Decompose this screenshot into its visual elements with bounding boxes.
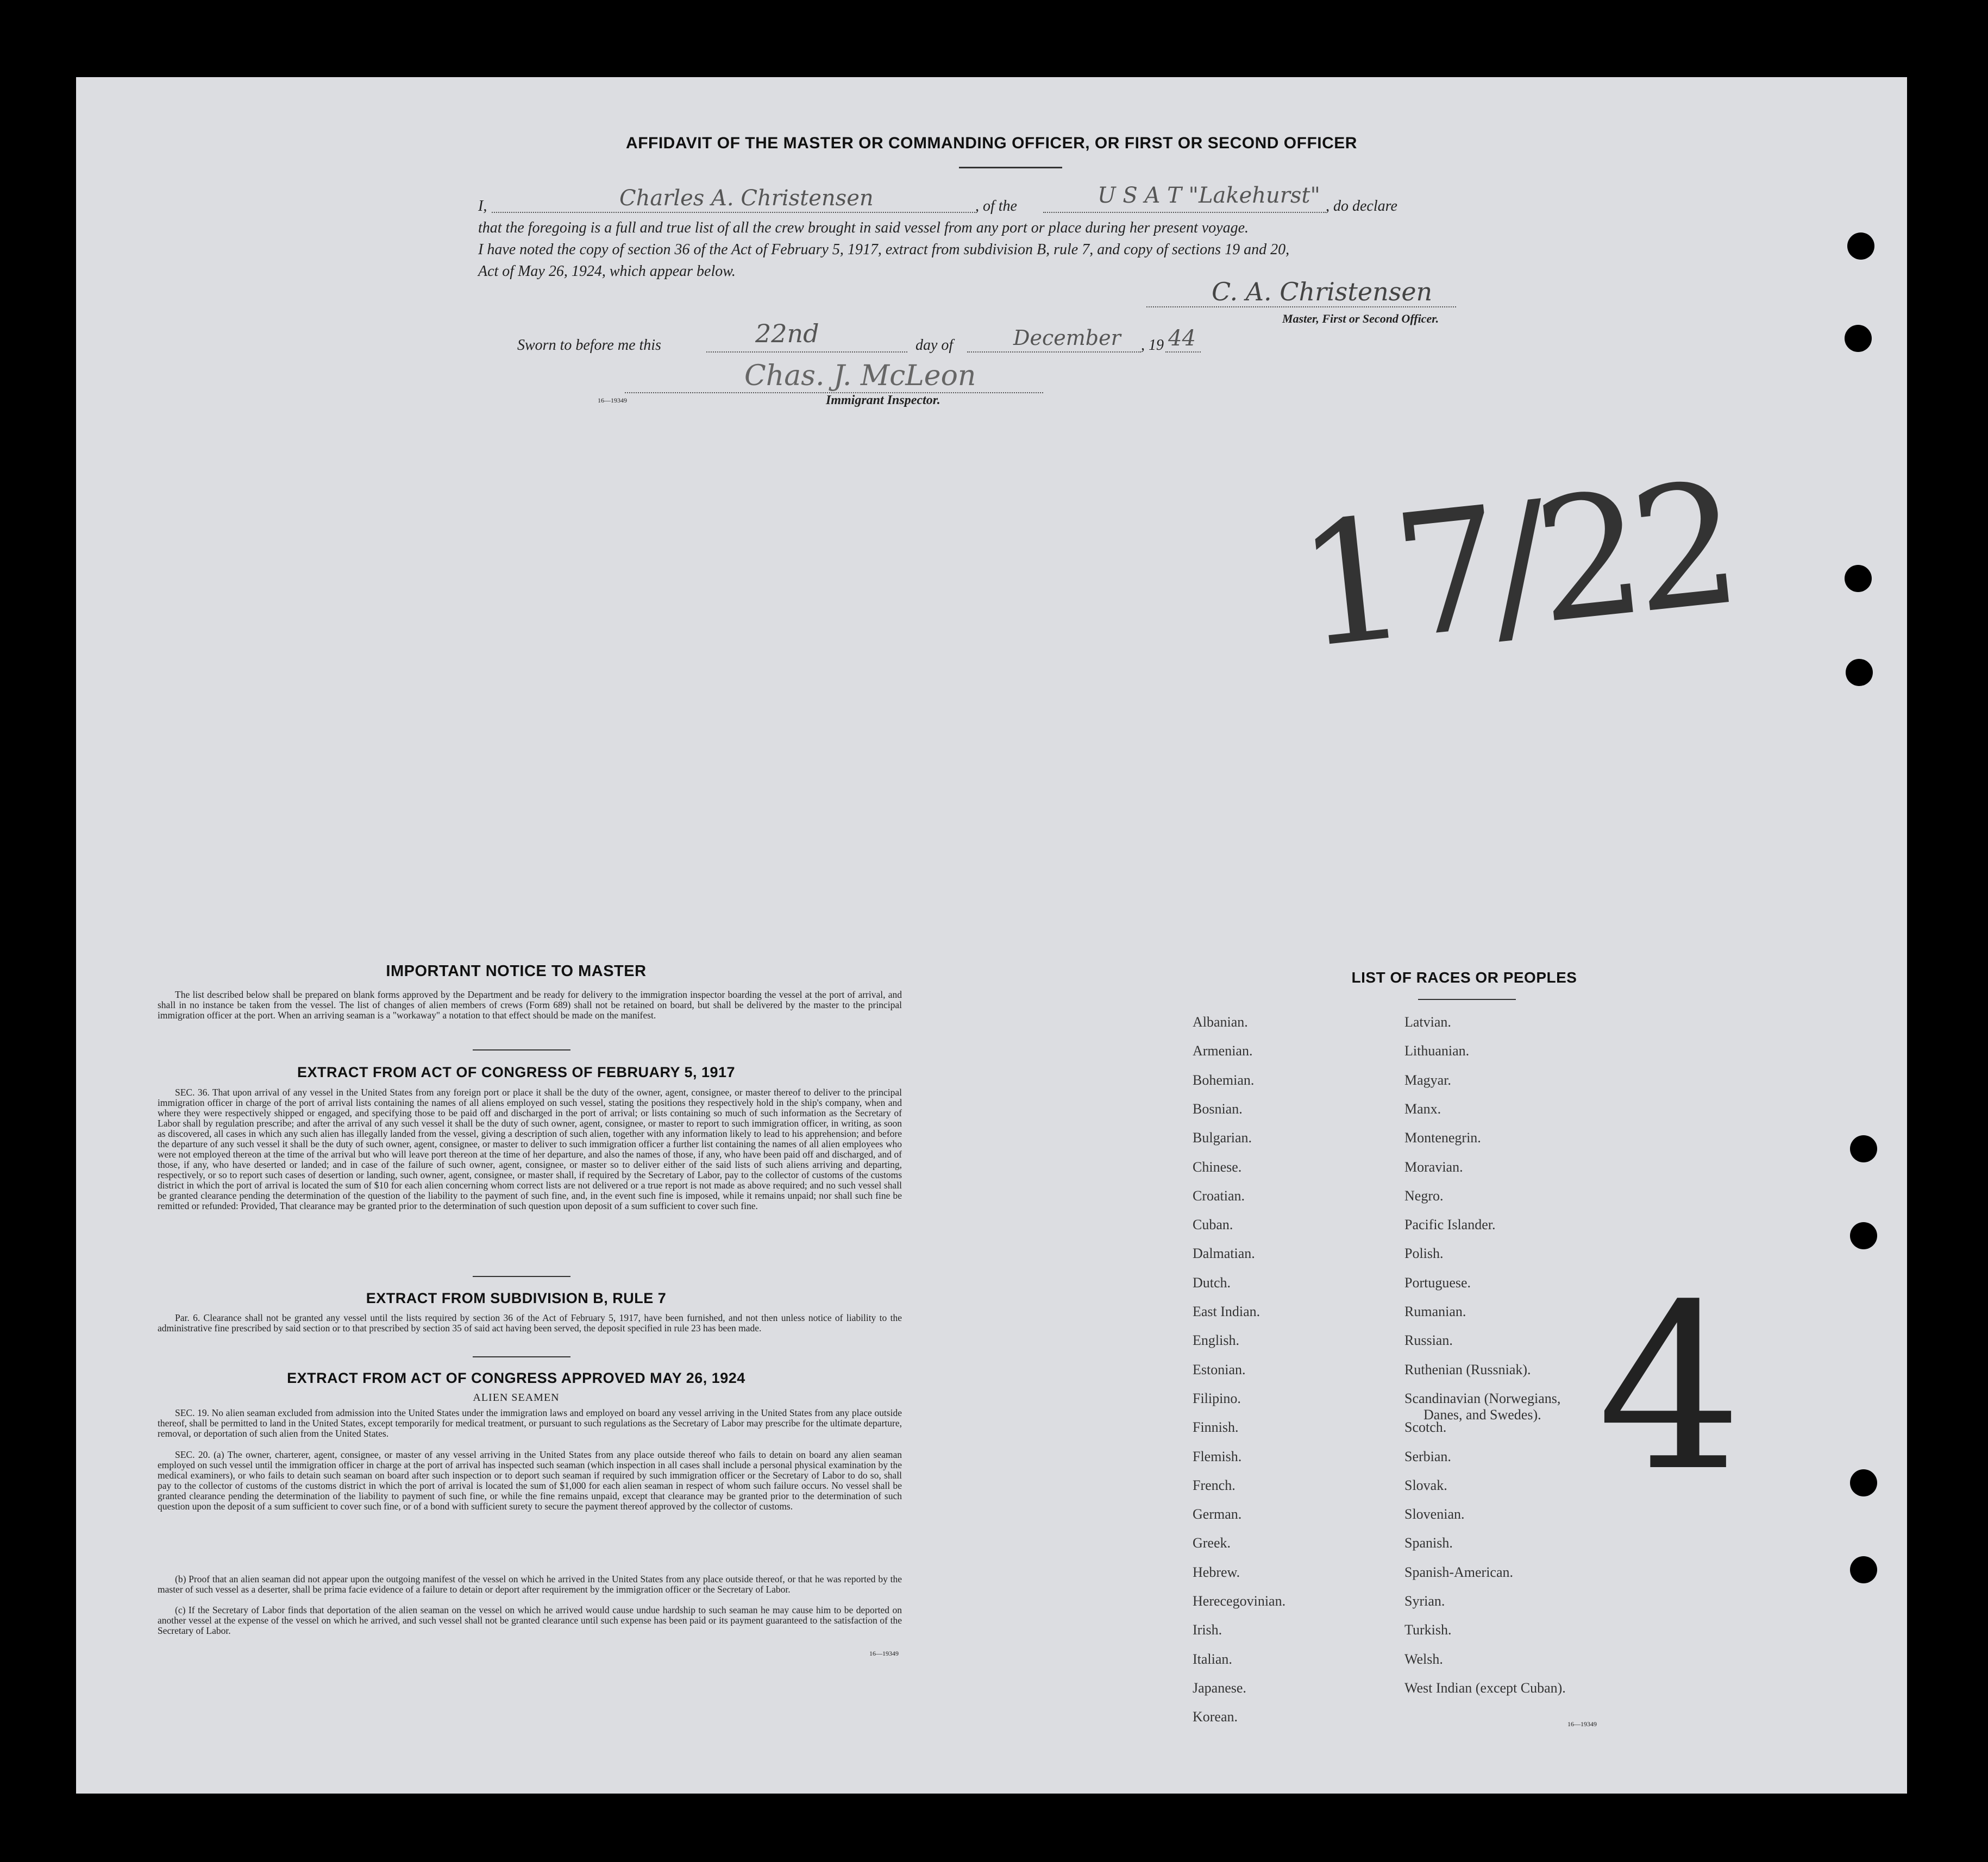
- race-item: Greek.: [1193, 1535, 1231, 1551]
- race-item: West Indian (except Cuban).: [1404, 1679, 1566, 1696]
- name-handwritten: Charles A. Christensen: [619, 186, 874, 211]
- affidavit-line-3: I have noted the copy of section 36 of the Act of February 5, 1917, extract from subdivision B, rule 7, and copy of sections 19 and 20,: [478, 241, 1290, 258]
- day-blank: [706, 351, 907, 353]
- do-declare-label: , do declare: [1326, 198, 1397, 215]
- i-label: I,: [478, 198, 487, 215]
- binder-hole: [1845, 325, 1872, 352]
- master-caption: Master, First or Second Officer.: [1282, 312, 1439, 325]
- race-item: Finnish.: [1193, 1419, 1239, 1436]
- binder-hole: [1850, 1222, 1877, 1249]
- race-item: Japanese.: [1193, 1679, 1246, 1696]
- race-item: Flemish.: [1193, 1448, 1242, 1464]
- extract-1924-sec19: SEC. 19. No alien seaman excluded from admission into the United States under the immigration laws and employed on board any vessel arriving in the United States from any place outside thereof, shall be permitted to land in the United States, except temporarily for medical treatment, or pursuant to such regulations as the Secretary of Labor may prescribe for the ultimate departure, removal, or deportation of such alien from the United States.: [158, 1407, 902, 1439]
- race-item: Magyar.: [1404, 1072, 1451, 1088]
- extract-1924-sec20b: (b) Proof that an alien seaman did not appear upon the outgoing manifest of the vessel on which he arrived in the United States from any place outside thereof, or that he was reported by the master of such vessel as a deserter, shall be prima facie evidence of a failure to detain or deport after requirement by the immigration officer or the Secretary of Labor.: [158, 1574, 902, 1595]
- race-item: Cuban.: [1193, 1217, 1233, 1233]
- extract-1924-subtitle: ALIEN SEAMEN: [473, 1392, 560, 1404]
- races-form-no: 16—19349: [1567, 1720, 1597, 1728]
- vessel-handwritten: U S A T "Lakehurst": [1098, 183, 1320, 208]
- race-item: Spanish.: [1404, 1535, 1453, 1551]
- race-item: Serbian.: [1404, 1448, 1451, 1464]
- extract-1924-sec20c: (c) If the Secretary of Labor finds that deportation of the alien seaman on the vessel on which he arrived would cause undue hardship to such seaman he may cause him to be deported on another vessel at the expense of the vessel on which he arrived, and such vessel shall not be granted clearance until such expense has been paid or its payment guaranteed to the satisfaction of the Secretary of Labor.: [158, 1605, 902, 1636]
- race-item: Bulgarian.: [1193, 1130, 1252, 1146]
- race-item: Bohemian.: [1193, 1072, 1255, 1088]
- extract-1917-title: EXTRACT FROM ACT OF CONGRESS OF FEBRUARY 5, 1917: [297, 1064, 736, 1080]
- affidavit-line-4: Act of May 26, 1924, which appear below.: [478, 263, 736, 280]
- race-item: French.: [1193, 1477, 1236, 1493]
- race-item: Portuguese.: [1404, 1274, 1471, 1291]
- race-item: East Indian.: [1193, 1304, 1260, 1319]
- year-blank: [1165, 351, 1201, 353]
- subdivision-b-text: Par. 6. Clearance shall not be granted any vessel until the lists required by section 36 of the Act of February 5, 1917, have been furnished, and not then unless notice of liability to the administrative fine prescribed by said section or to that prescribed by section 35 of said act having been served, the deposit specified in rule 23 has been made.: [158, 1312, 902, 1333]
- races-title: LIST OF RACES OR PEOPLES: [1351, 969, 1577, 986]
- vessel-blank: [1043, 212, 1326, 213]
- race-item: Welsh.: [1404, 1651, 1443, 1667]
- race-item: Pacific Islander.: [1404, 1217, 1496, 1233]
- master-signature: C. A. Christensen: [1212, 277, 1433, 306]
- subdivision-b-title: EXTRACT FROM SUBDIVISION B, RULE 7: [366, 1290, 667, 1306]
- race-item: Korean.: [1193, 1709, 1238, 1725]
- race-item: Filipino.: [1193, 1390, 1241, 1406]
- extract-1924-form-no: 16—19349: [869, 1650, 899, 1657]
- race-item: Hebrew.: [1193, 1564, 1240, 1580]
- extract-1917-text: SEC. 36. That upon arrival of any vessel in the United States from any foreign port or place it shall be the duty of the owner, agent, consignee, or master thereof to deliver to the principal immigration officer in charge of the port of arrival lists containing the names of all aliens employed on such vessel, stating the positions they respectively hold in the ship's company, when and where they were respectively shipped or engaged, and specifying those to be paid off and discharged in the port of arrival; or lists containing so much of such information as the Secretary of Labor shall by regulation prescribe; and after the arrival of any such vessel it shall be the duty of such owner, agent, consignee, or master to report to such immigration officer, in writing, as soon as discovered, all cases in which any such alien has illegally landed from the vessel, giving a description of such alien, together with any information likely to lead to his apprehension; and before the departure of any such vessel it shall be the duty of such owner, agent, consignee, or master to deliver to such immigration officer a further list containing the names of all alien employees who were not employed thereon at the time of the arrival but who will leave port thereon at the time of her departure, and also the names of those, if any, who have been paid off and discharged, and of those, if any, who have deserted or landed; and in case of the failure of such owner, agent, consignee, or master so to deliver either of the said lists of such aliens arriving and departing, respectively, or so to report such cases of desertion or landing, such owner, agent, consignee, or master shall, if required by the Secretary of Labor, pay to the collector of customs of the customs district in which the port of arrival is located the sum of $10 for each alien concerning whom correct lists are not delivered or a true report is not made as above required; and no such vessel shall be granted clearance pending the determination of the question of the liability to the payment of such fine, and, in the event such fine is imposed, while it remains unpaid; nor shall such fine be remitted or refunded: Provided, That clearance may be granted prior to the determination of such question upon deposit of a sum sufficient to cover such fine.: [158, 1087, 902, 1211]
- race-item: Slovak.: [1404, 1477, 1447, 1493]
- race-item: Scandinavian (Norwegians,: [1404, 1390, 1561, 1406]
- race-item: Dalmatian.: [1193, 1245, 1255, 1262]
- corner-number-annotation: 4: [1597, 1256, 1743, 1521]
- extract-1917-divider: [473, 1276, 570, 1277]
- binder-hole: [1846, 659, 1873, 686]
- year-handwritten: 44: [1168, 326, 1196, 351]
- race-item: Negro.: [1404, 1187, 1444, 1204]
- race-item: Polish.: [1404, 1245, 1444, 1262]
- race-item: Turkish.: [1404, 1622, 1452, 1638]
- race-item: Slovenian.: [1404, 1506, 1465, 1523]
- sworn-label: Sworn to before me this: [517, 337, 661, 354]
- day-handwritten: 22nd: [755, 319, 819, 348]
- affidavit-title: AFFIDAVIT OF THE MASTER OR COMMANDING OFFICER, OR FIRST OR SECOND OFFICER: [626, 134, 1357, 152]
- races-divider: [1418, 999, 1516, 1000]
- inspector-caption: Immigrant Inspector.: [826, 393, 940, 407]
- inspector-signature: Chas. J. McLeon: [744, 360, 976, 392]
- month-handwritten: December: [1013, 326, 1121, 350]
- affidavit-line-2: that the foregoing is a full and true list of all the crew brought in said vessel from any port or place during her present voyage.: [478, 219, 1249, 236]
- month-blank: [967, 351, 1141, 353]
- binder-hole: [1850, 1556, 1877, 1583]
- year-prefix: , 19: [1141, 337, 1164, 354]
- notice-text: The list described below shall be prepared on blank forms approved by the Department and be ready for delivery to the immigration inspector boarding the vessel at the port of arrival, and shall in no instance be taken from the vessel. The list of changes of alien members of crews (Form 689) shall not be retained on board, but shall be delivered by the master to the principal immigration officer at the port. When an arriving seaman is a "workaway" a notation to that effect should be made on the manifest.: [158, 989, 902, 1021]
- race-item: Dutch.: [1193, 1274, 1231, 1291]
- extract-1924-sec20a: SEC. 20. (a) The owner, charterer, agent, consignee, or master of any vessel arriving in the United States from any place outside thereof who fails to detain on board any alien seaman employed on such vessel until the immigration officer in charge at the port of arrival has inspected such seaman (which inspection in all cases shall include a personal physical examination by the medical examiners), or who fails to detain such seaman on board after such inspection or to deport such seaman if required by such immigration officer or the Secretary of Labor to do so, shall pay to the collector of customs of the customs district in which the port of arrival is located the sum of $1,000 for each alien seaman in respect of whom such failure occurs. No vessel shall be granted clearance pending the determination of the liability to payment of such fine, or while the fine remains unpaid, except that clearance may be granted prior to the determination of such question upon the deposit of a sum sufficient to cover such fine, or of a bond with sufficient surety to secure the payment thereof approved by the collector of customs.: [158, 1449, 902, 1512]
- binder-hole: [1847, 232, 1874, 260]
- race-item: English.: [1193, 1332, 1239, 1349]
- race-item: Armenian.: [1193, 1043, 1253, 1059]
- race-item: Ruthenian (Russniak).: [1404, 1361, 1531, 1377]
- race-item: Bosnian.: [1193, 1100, 1243, 1117]
- binder-hole: [1845, 565, 1872, 592]
- race-item: Lithuanian.: [1404, 1043, 1470, 1059]
- race-item: Spanish-American.: [1404, 1564, 1514, 1580]
- race-item: German.: [1193, 1506, 1242, 1523]
- affidavit-form-no: 16—19349: [598, 397, 627, 404]
- name-blank: [492, 212, 975, 213]
- big-number-annotation: 17/22: [1289, 446, 1739, 687]
- of-the-label: , of the: [975, 198, 1017, 215]
- race-item: Herecegovinian.: [1193, 1593, 1286, 1609]
- subdivision-b-divider: [473, 1356, 570, 1357]
- race-item: Albanian.: [1193, 1014, 1248, 1030]
- race-item: Irish.: [1193, 1622, 1222, 1638]
- race-item: Moravian.: [1404, 1159, 1463, 1175]
- race-item: Croatian.: [1193, 1187, 1245, 1204]
- race-item: Estonian.: [1193, 1361, 1246, 1377]
- binder-hole: [1850, 1135, 1877, 1162]
- race-item: Chinese.: [1193, 1159, 1242, 1175]
- race-item: Italian.: [1193, 1651, 1232, 1667]
- race-item: Rumanian.: [1404, 1304, 1466, 1319]
- race-item: Russian.: [1404, 1332, 1453, 1349]
- notice-title: IMPORTANT NOTICE TO MASTER: [386, 963, 647, 980]
- race-item: Scotch.: [1404, 1419, 1447, 1436]
- document-sheet: [76, 77, 1907, 1794]
- race-item: Montenegrin.: [1404, 1130, 1481, 1146]
- race-item: Latvian.: [1404, 1014, 1451, 1030]
- race-item: Syrian.: [1404, 1593, 1445, 1609]
- binder-hole: [1850, 1469, 1877, 1496]
- title-divider: [959, 167, 1062, 168]
- master-signature-line: [1146, 306, 1456, 307]
- extract-1924-title: EXTRACT FROM ACT OF CONGRESS APPROVED MAY 26, 1924: [287, 1370, 745, 1386]
- race-item: Danes, and Swedes).: [1423, 1406, 1541, 1423]
- notice-divider: [473, 1049, 570, 1050]
- race-item: Manx.: [1404, 1100, 1441, 1117]
- day-of-label: day of: [915, 337, 954, 354]
